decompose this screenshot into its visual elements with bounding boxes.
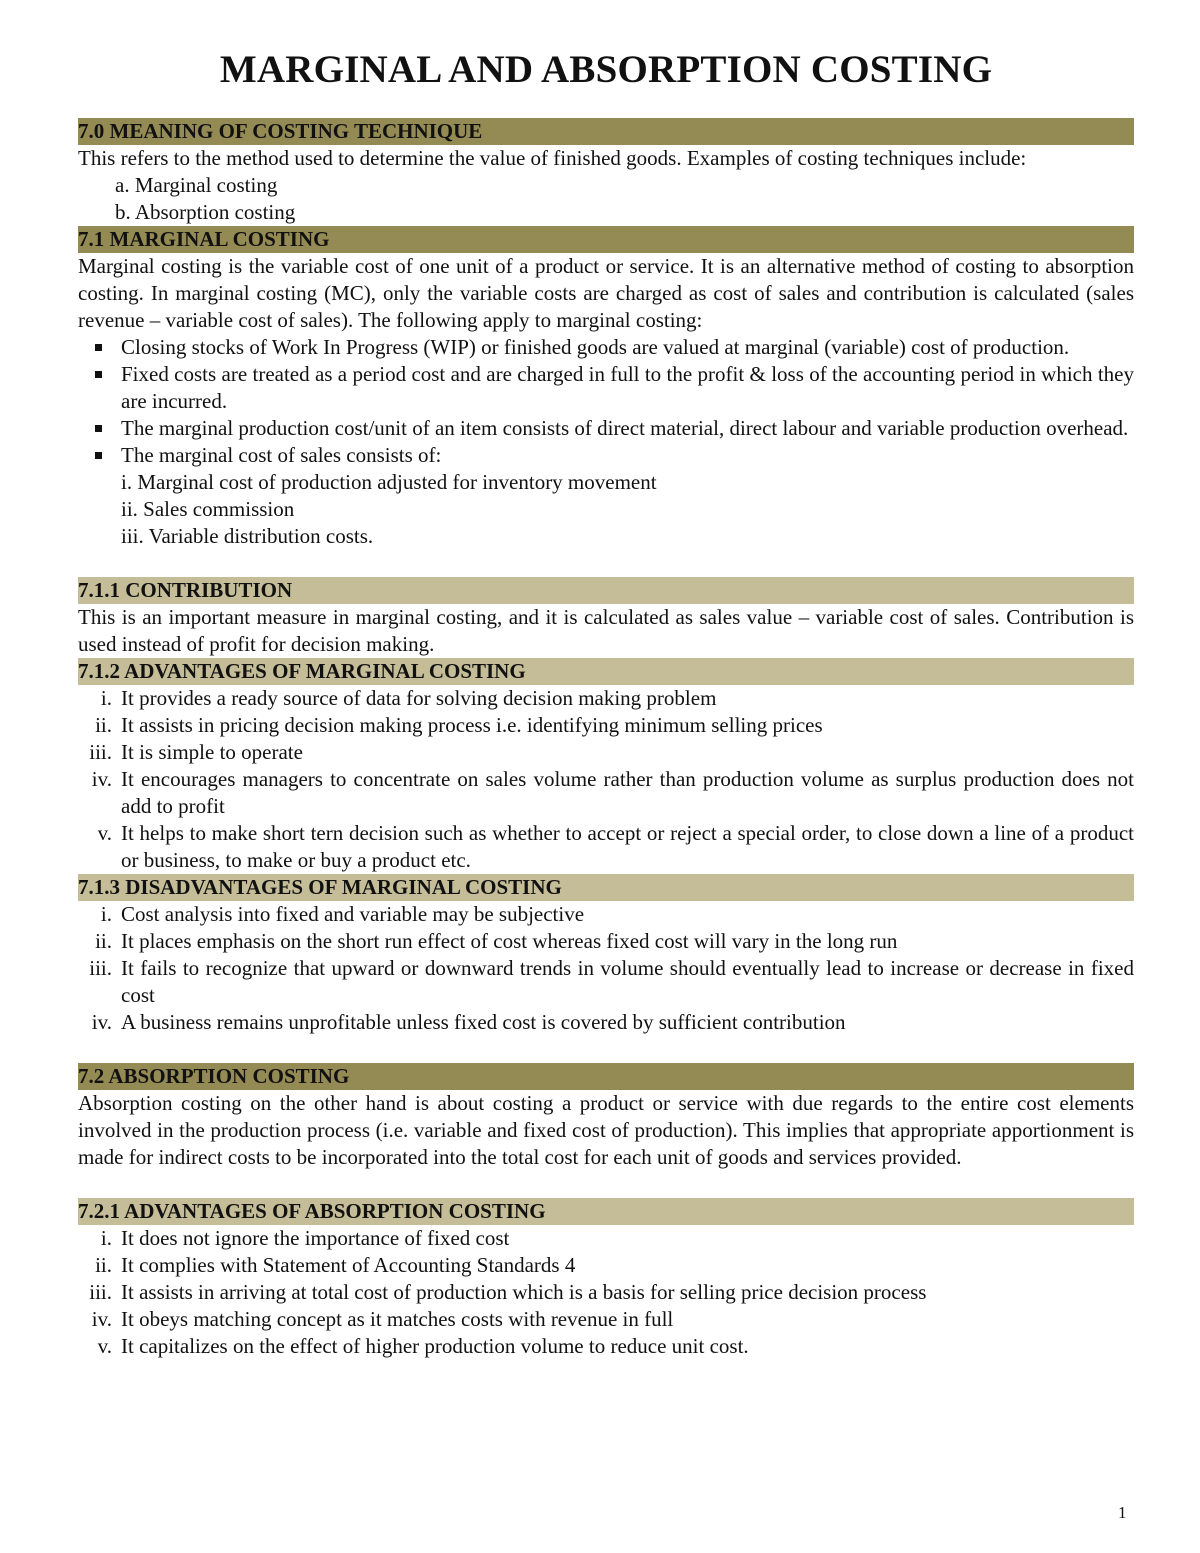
section-heading-7-1-2: 7.1.2 ADVANTAGES OF MARGINAL COSTING (78, 658, 1134, 685)
spacer (78, 1036, 1134, 1063)
bullet-item: The marginal production cost/unit of an item consists of direct material, direct labour and variable production overhead. (78, 415, 1134, 442)
list-item: v. It helps to make short tern decision such as whether to accept or reject a special order, to close down a line of a product or business, to make or buy a product etc. (97, 821, 1134, 872)
list-item: iv. A business remains unprofitable unless fixed cost is covered by sufficient contribution (91, 1010, 846, 1034)
spacer (78, 1171, 1134, 1198)
square-bullet-icon (95, 452, 102, 459)
list-item: i. It provides a ready source of data for solving decision making problem (100, 686, 717, 710)
bullet-item: Closing stocks of Work In Progress (WIP) or finished goods are valued at marginal (variable) cost of production. (78, 334, 1134, 361)
absorption-advantages-list (78, 1225, 1134, 1360)
section-heading-7-1-3: 7.1.3 DISADVANTAGES OF MARGINAL COSTING (78, 874, 1134, 901)
list-item: iii. It assists in arriving at total cost of production which is a basis for selling price decision process (89, 1280, 927, 1304)
list-item: i. It does not ignore the importance of fixed cost (100, 1226, 510, 1250)
square-bullet-icon (95, 425, 102, 432)
square-bullet-icon (95, 344, 102, 351)
page-title: MARGINAL AND ABSORPTION COSTING (219, 48, 993, 91)
section-heading-7-2-1: 7.2.1 ADVANTAGES OF ABSORPTION COSTING (78, 1198, 1134, 1225)
list-item: ii. It complies with Statement of Accounting Standards 4 (95, 1253, 576, 1277)
document-page (78, 0, 1134, 1360)
list-item: ii. It assists in pricing decision making process i.e. identifying minimum selling prices (95, 713, 823, 737)
bullet-item: The marginal cost of sales consists of: (78, 442, 1134, 469)
section-heading-7-1: 7.1 MARGINAL COSTING (78, 226, 1134, 253)
section-7-0-text: This refers to the method used to determine the value of finished goods. Examples of costing techniques include: (78, 146, 1027, 170)
list-item: v. It capitalizes on the effect of higher production volume to reduce unit cost. (97, 1334, 749, 1358)
list-item: iv. It encourages managers to concentrate on sales volume rather than production volume as surplus production does not add to profit (91, 767, 1134, 818)
square-bullet-icon (95, 371, 102, 378)
spacer (78, 550, 1134, 577)
bullet-item: Fixed costs are treated as a period cost and are charged in full to the profit & loss of the accounting period in which they are incurred. (78, 361, 1134, 415)
sub-item: ii. Sales commission (121, 497, 295, 521)
marginal-costing-bullets (78, 334, 1134, 469)
list-item: b. Absorption costing (115, 200, 296, 224)
sub-item: i. Marginal cost of production adjusted for inventory movement (121, 470, 657, 494)
page-number: 1 (1118, 1503, 1127, 1522)
list-item: iii. It is simple to operate (89, 740, 303, 764)
list-item: a. Marginal costing (115, 173, 278, 197)
list-item: i. Cost analysis into fixed and variable may be subjective (100, 902, 585, 926)
marginal-cost-of-sales-list (78, 469, 1134, 550)
section-heading-7-1-1: 7.1.1 CONTRIBUTION (78, 577, 1134, 604)
list-item: iv. It obeys matching concept as it matches costs with revenue in full (91, 1307, 674, 1331)
section-heading-7-2: 7.2 ABSORPTION COSTING (78, 1063, 1134, 1090)
section-7-2-text: Absorption costing on the other hand is about costing a product or service with due regards to the entire cost elements involved in the production process (i.e. variable and fixed cost of production). This implies that appropriate apportionment is made for indirect costs to be incorporated into the total cost for each unit of goods and services provided. (78, 1091, 1134, 1169)
section-7-1-1-text: This is an important measure in marginal costing, and it is calculated as sales value – variable cost of sales. Contribution is used instead of profit for decision making. (78, 605, 1134, 656)
costing-techniques-list (78, 172, 1134, 226)
list-item: iii. It fails to recognize that upward or downward trends in volume should eventually lead to increase or decrease in fixed cost (89, 956, 1134, 1007)
list-item: ii. It places emphasis on the short run effect of cost whereas fixed cost will vary in the long run (95, 929, 898, 953)
section-7-1-text: Marginal costing is the variable cost of one unit of a product or service. It is an alternative method of costing to absorption costing. In marginal costing (MC), only the variable costs are charged as cost of sales and contribution is calculated (sales revenue – variable cost of sales). The following apply to marginal costing: (78, 254, 1134, 332)
section-heading-7-0: 7.0 MEANING OF COSTING TECHNIQUE (78, 118, 1134, 145)
marginal-disadvantages-list (78, 901, 1134, 1036)
sub-item: iii. Variable distribution costs. (121, 524, 374, 548)
marginal-advantages-list (78, 685, 1134, 874)
